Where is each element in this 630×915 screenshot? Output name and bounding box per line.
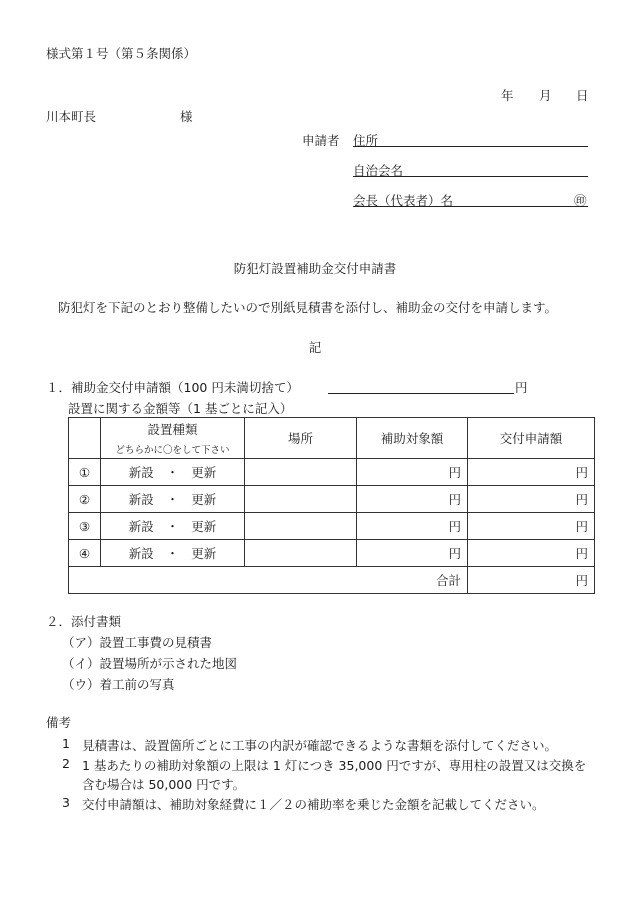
row-type-choice[interactable]: 新設 ・ 更新 [101,459,245,486]
row-request-cell[interactable]: 円 [468,540,595,567]
row-number: ② [69,486,101,513]
attachment-item: （イ）設置場所が示された地図 [62,656,238,671]
table-header-row [69,418,595,459]
note-number: 3 [62,795,70,810]
applicant-label: 申請者 [302,133,340,148]
date-month-label: 月 [539,88,552,103]
row-request-cell[interactable]: 円 [468,459,595,486]
installation-table [68,417,595,594]
date-day-label: 日 [576,88,589,103]
applicant-address-line[interactable] [353,146,588,147]
row-eligible-cell[interactable]: 円 [357,540,468,567]
intro-text: 防犯灯を下記のとおり整備したいので別紙見積書を添付し、補助金の交付を申請します。 [58,300,558,315]
applicant-representative-line[interactable] [353,206,588,207]
header-type [101,418,245,459]
section2-label: ２．添付書類 [46,614,122,629]
table-row [69,459,595,486]
row-request-cell[interactable]: 円 [468,513,595,540]
note-text-continued: 含む場合は 50,000 円です。 [82,777,246,792]
addressee-name: 川本町長 [46,109,97,124]
row-number: ③ [69,513,101,540]
row-place-cell[interactable] [245,486,357,513]
table-total-row [69,567,595,594]
row-eligible-cell[interactable]: 円 [357,486,468,513]
row-type-choice[interactable]: 新設 ・ 更新 [101,513,245,540]
notes-label: 備考 [46,715,72,730]
table-row [69,513,595,540]
section1-unit: 円 [515,380,528,395]
row-request-cell[interactable]: 円 [468,486,595,513]
addressee-suffix: 様 [180,109,193,124]
header-type-label: 設置種類 [147,422,198,437]
table-row [69,540,595,567]
row-place-cell[interactable] [245,540,357,567]
attachment-item: （ウ）着工前の写真 [62,677,175,692]
row-type-choice[interactable]: 新設 ・ 更新 [101,486,245,513]
section1-amount-line[interactable] [328,393,514,394]
total-label: 合計 [69,567,468,594]
form-number: 様式第１号（第５条関係） [46,46,197,61]
document-title: 防犯灯設置補助金交付申請書 [233,261,397,276]
header-type-note: どちらかに〇をして下さい [115,445,230,456]
header-place: 場所 [245,418,357,459]
row-place-cell[interactable] [245,459,357,486]
applicant-representative-label: 会長（代表者）名 [353,193,454,208]
seal-mark: ㊞ [574,193,587,208]
section1-label: １．補助金交付申請額（100 円未満切捨て） [46,380,299,395]
note-text: 見積書は、設置箇所ごとに工事の内訳が確認できるような書類を添付してください。 [82,738,558,753]
row-eligible-cell[interactable]: 円 [357,459,468,486]
note-text: 1 基あたりの補助対象額の上限は 1 灯につき 35,000 円ですが、専用柱の設置又は交換を [82,758,587,773]
applicant-association-label: 自治会名 [353,163,404,178]
applicant-address-label: 住所 [353,133,379,148]
row-eligible-cell[interactable]: 円 [357,513,468,540]
note-text: 交付申請額は、補助対象経費に１／２の補助率を乗じた金額を記載してください。 [82,797,545,812]
row-number: ④ [69,540,101,567]
applicant-association-line[interactable] [353,176,588,177]
table-row [69,486,595,513]
attachment-item: （ア）設置工事費の見積書 [62,635,213,650]
header-request-amount: 交付申請額 [468,418,595,459]
row-type-choice[interactable]: 新設 ・ 更新 [101,540,245,567]
total-amount-cell[interactable]: 円 [468,567,595,594]
header-eligible-amount: 補助対象額 [357,418,468,459]
date-year-label: 年 [501,88,514,103]
section1-sublabel: 設置に関する金額等（1 基ごとに記入） [68,401,293,416]
note-number: 1 [62,736,70,751]
row-place-cell[interactable] [245,513,357,540]
row-number: ① [69,459,101,486]
header-number [69,418,101,459]
ki-label: 記 [308,340,322,355]
note-number: 2 [62,756,70,771]
